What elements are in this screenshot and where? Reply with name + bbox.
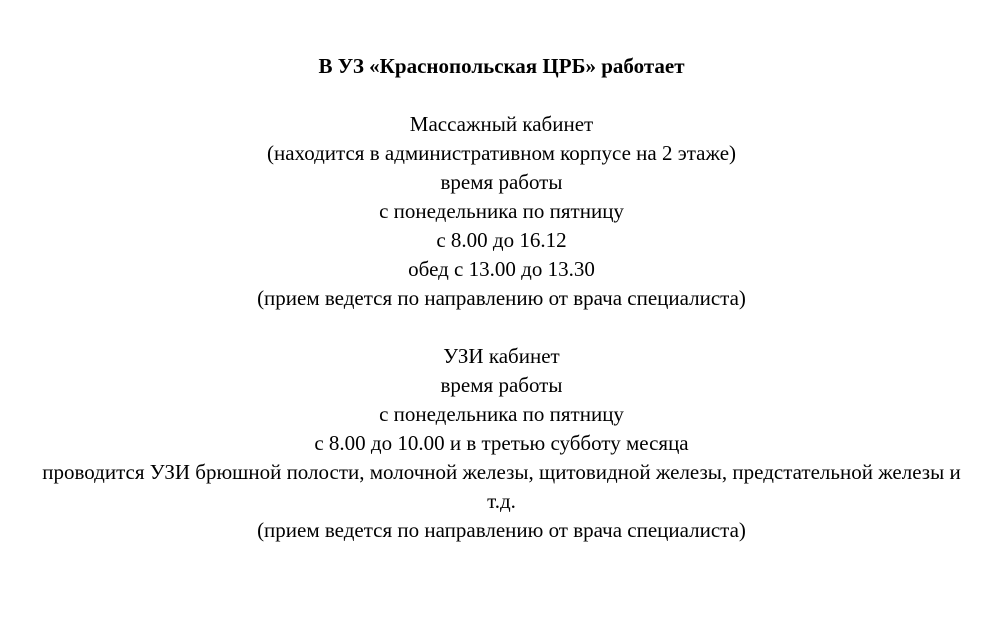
ultrasound-room-referral-note: (прием ведется по направлению от врача специалиста) bbox=[257, 518, 746, 542]
spacer bbox=[0, 313, 1003, 342]
massage-room-days: с понедельника по пятницу bbox=[379, 199, 624, 223]
ultrasound-room-heading: УЗИ кабинет bbox=[443, 344, 560, 368]
ultrasound-room-days: с понедельника по пятницу bbox=[379, 402, 624, 426]
massage-room-hours-label: время работы bbox=[440, 170, 563, 194]
massage-room-location: (находится в административном корпусе на 2 этаже) bbox=[266, 141, 737, 165]
document-page bbox=[0, 52, 1003, 545]
massage-room-lunch: обед с 13.00 до 13.30 bbox=[408, 257, 595, 281]
massage-room-section bbox=[0, 110, 1003, 313]
massage-room-referral-note: (прием ведется по направлению от врача специалиста) bbox=[257, 286, 746, 310]
massage-room-heading: Массажный кабинет bbox=[409, 112, 594, 136]
ultrasound-room-hours-label: время работы bbox=[440, 373, 563, 397]
ultrasound-room-time: с 8.00 до 10.00 и в третью субботу месяца bbox=[314, 431, 689, 455]
spacer bbox=[0, 81, 1003, 110]
ultrasound-room-section bbox=[0, 342, 1003, 545]
massage-room-time: с 8.00 до 16.12 bbox=[436, 228, 567, 252]
document-title: В УЗ «Краснопольская ЦРБ» работает bbox=[318, 54, 685, 78]
ultrasound-room-services: проводится УЗИ брюшной полости, молочной железы, щитовидной железы, предстательной железы и т.д. bbox=[42, 460, 961, 513]
